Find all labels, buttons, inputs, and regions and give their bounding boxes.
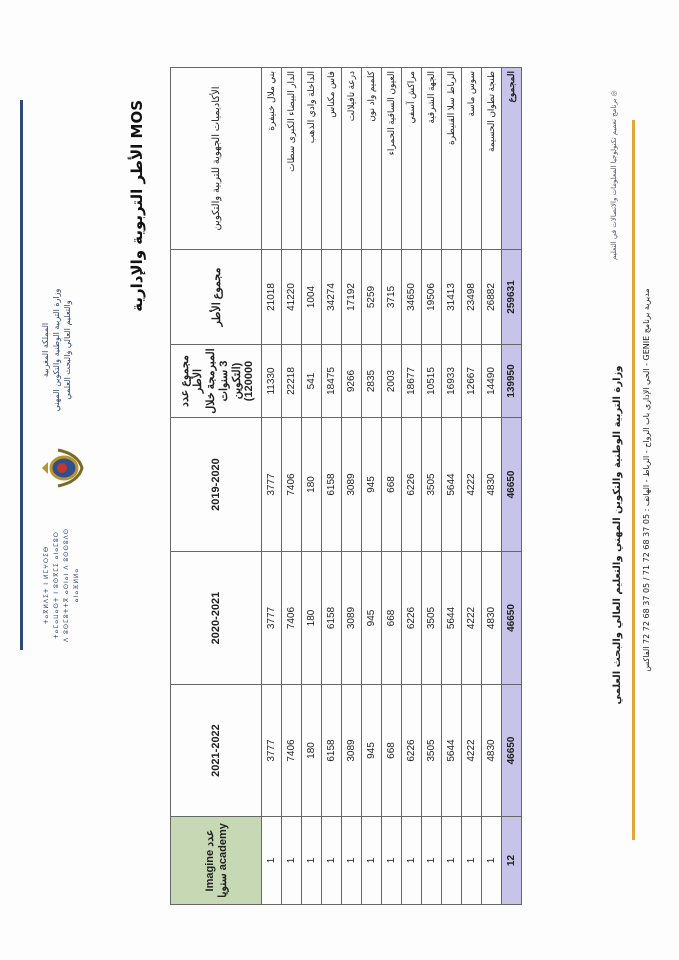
value-cell: 6158 [322, 418, 342, 552]
table-row [442, 68, 462, 905]
region-cell: كلميم واد نون [362, 68, 382, 250]
region-cell: الدار البيضاء الكبرى سطات [282, 68, 302, 250]
value-cell: 4222 [462, 552, 482, 685]
value-cell: 1 [482, 817, 502, 905]
table-row [462, 68, 482, 905]
region-cell: الداخلة وادي الذهب [302, 68, 322, 250]
value-cell: 3089 [342, 418, 362, 552]
footer-ministry: وزارة التربية الوطنية والتكوين المهني والتعليم العالي والبحث العلمي [612, 365, 623, 705]
region-cell: طنجة تطوان الحسيمة [482, 68, 502, 250]
total-value: 46650 [502, 685, 522, 817]
letterhead-line-3: والتعليم العالي والبحث العلمي [63, 300, 72, 400]
column-header: 2020-2021 [171, 552, 262, 685]
value-cell: 18475 [322, 345, 342, 418]
value-cell: 1 [322, 817, 342, 905]
value-cell: 34650 [402, 250, 422, 345]
value-cell: 18677 [402, 345, 422, 418]
value-cell: 11330 [262, 345, 282, 418]
value-cell: 180 [302, 552, 322, 685]
value-cell: 3715 [382, 250, 402, 345]
value-cell: 3089 [342, 552, 362, 685]
column-header: عدد Imagine academy سنويا [171, 817, 262, 905]
value-cell: 3505 [422, 685, 442, 817]
value-cell: 23498 [462, 250, 482, 345]
value-cell: 6226 [402, 418, 422, 552]
table-row [302, 68, 322, 905]
table-row [322, 68, 342, 905]
value-cell: 3505 [422, 418, 442, 552]
total-value: 139950 [502, 345, 522, 418]
value-cell: 4830 [482, 418, 502, 552]
value-cell: 16933 [442, 345, 462, 418]
value-cell: 668 [382, 418, 402, 552]
value-cell: 4830 [482, 552, 502, 685]
total-row [502, 68, 522, 905]
value-cell: 12667 [462, 345, 482, 418]
footer-line [632, 120, 635, 840]
value-cell: 26882 [482, 250, 502, 345]
value-cell: 668 [382, 685, 402, 817]
value-cell: 945 [362, 552, 382, 685]
value-cell: 180 [302, 418, 322, 552]
tifinagh-line-2: ⵜⴰⵎⴰⵡⴰⵙⵜ ⵏ ⵓⵙⴳⵎⵉ ⴰⵏⴰⵎⵓⵔ [53, 531, 60, 640]
value-cell: 10515 [422, 345, 442, 418]
value-cell: 3089 [342, 685, 362, 817]
table-row [262, 68, 282, 905]
value-cell: 1 [262, 817, 282, 905]
region-cell: مراكش آسفي [402, 68, 422, 250]
letterhead-arabic [40, 280, 73, 420]
total-value: 259631 [502, 250, 522, 345]
value-cell: 5644 [442, 685, 462, 817]
value-cell: 1 [422, 817, 442, 905]
value-cell: 41220 [282, 250, 302, 345]
value-cell: 3777 [262, 685, 282, 817]
value-cell: 541 [302, 345, 322, 418]
value-cell: 1 [302, 817, 322, 905]
tifinagh-line-3: ⴷ ⵓⵙⵎⵓⵜⵜⴳ ⴰⵙⵏⴰⵏ ⴷ ⵓⵙⵙⵓⴷⵙ ⴰⵏⴰⴼⵍⵍⴰ [63, 527, 80, 643]
value-cell: 180 [302, 685, 322, 817]
value-cell: 1 [282, 817, 302, 905]
value-cell: 1 [462, 817, 482, 905]
column-header: مجموع عدد الأطر المبرمجة خلال 3 سنوات (التكوين 120000) [171, 345, 262, 418]
total-label: المجموع [502, 68, 522, 250]
tifinagh-line-1: ⵜⴰⴳⵍⴷⵉⵜ ⵏ ⵍⵎⵖⵔⵉⴱ [43, 545, 50, 625]
table-row [402, 68, 422, 905]
value-cell: 3505 [422, 552, 442, 685]
value-cell: 1 [402, 817, 422, 905]
footer-logo: ◎ برنامج تعميم تكنولوجيا المعلومات والاتصالات في التعليم [610, 90, 618, 260]
value-cell: 9266 [342, 345, 362, 418]
table-row [282, 68, 302, 905]
value-cell: 17192 [342, 250, 362, 345]
value-cell: 1 [442, 817, 462, 905]
value-cell: 945 [362, 418, 382, 552]
value-cell: 34274 [322, 250, 342, 345]
value-cell: 22218 [282, 345, 302, 418]
value-cell: 1 [342, 817, 362, 905]
column-header: الأكاديميات الجهوية للتربية والتكوين [171, 68, 262, 250]
value-cell: 6226 [402, 552, 422, 685]
value-cell: 1 [362, 817, 382, 905]
letterhead-tifinagh [42, 510, 82, 660]
value-cell: 3777 [262, 418, 282, 552]
region-cell: بني ملال خنيفرة [262, 68, 282, 250]
value-cell: 3777 [262, 552, 282, 685]
value-cell: 4222 [462, 418, 482, 552]
region-cell: فاس مكناس [322, 68, 342, 250]
value-cell: 5644 [442, 552, 462, 685]
page-title: MOS الأطر التربوية والإدارية [128, 100, 146, 312]
value-cell: 31413 [442, 250, 462, 345]
table-row [382, 68, 402, 905]
coat-of-arms-icon [38, 446, 86, 490]
letterhead-line-1: المملكة المغربية [41, 322, 50, 378]
value-cell: 4830 [482, 685, 502, 817]
value-cell: 7406 [282, 418, 302, 552]
footer-address: مديرية برنامج GENIE - الحي الإداري باب الرواح - الرباط - الهاتف : 05 37 68 72 71 / 05 37 68 72 72 الفاكس [642, 288, 651, 672]
value-cell: 1 [382, 817, 402, 905]
value-cell: 7406 [282, 685, 302, 817]
value-cell: 5644 [442, 418, 462, 552]
region-cell: الرباط سلا القنيطرة [442, 68, 462, 250]
value-cell: 5259 [362, 250, 382, 345]
region-cell: العيون الساقية الحمراء [382, 68, 402, 250]
region-cell: الجهة الشرقية [422, 68, 442, 250]
footer-logo-text: برنامج تعميم تكنولوجيا المعلومات والاتصالات في التعليم [610, 98, 618, 260]
data-table [170, 67, 522, 905]
value-cell: 6158 [322, 552, 342, 685]
value-cell: 668 [382, 552, 402, 685]
table-row [482, 68, 502, 905]
value-cell: 6158 [322, 685, 342, 817]
value-cell: 2835 [362, 345, 382, 418]
total-value: 12 [502, 817, 522, 905]
value-cell: 21018 [262, 250, 282, 345]
value-cell: 945 [362, 685, 382, 817]
table-row [342, 68, 362, 905]
value-cell: 19506 [422, 250, 442, 345]
value-cell: 4222 [462, 685, 482, 817]
total-value: 46650 [502, 418, 522, 552]
value-cell: 6226 [402, 685, 422, 817]
column-header: 2021-2022 [171, 685, 262, 817]
column-header: 2019-2020 [171, 418, 262, 552]
total-value: 46650 [502, 552, 522, 685]
table-row [422, 68, 442, 905]
value-cell: 1004 [302, 250, 322, 345]
letterhead-line-2: وزارة التربية الوطنية والتكوين المهني [52, 288, 61, 412]
region-cell: سوس ماسة [462, 68, 482, 250]
value-cell: 14490 [482, 345, 502, 418]
column-header: مجموع الأطر [171, 250, 262, 345]
table-row [362, 68, 382, 905]
letterhead-line [20, 100, 23, 650]
value-cell: 2003 [382, 345, 402, 418]
value-cell: 7406 [282, 552, 302, 685]
region-cell: درعة تافيلالت [342, 68, 362, 250]
